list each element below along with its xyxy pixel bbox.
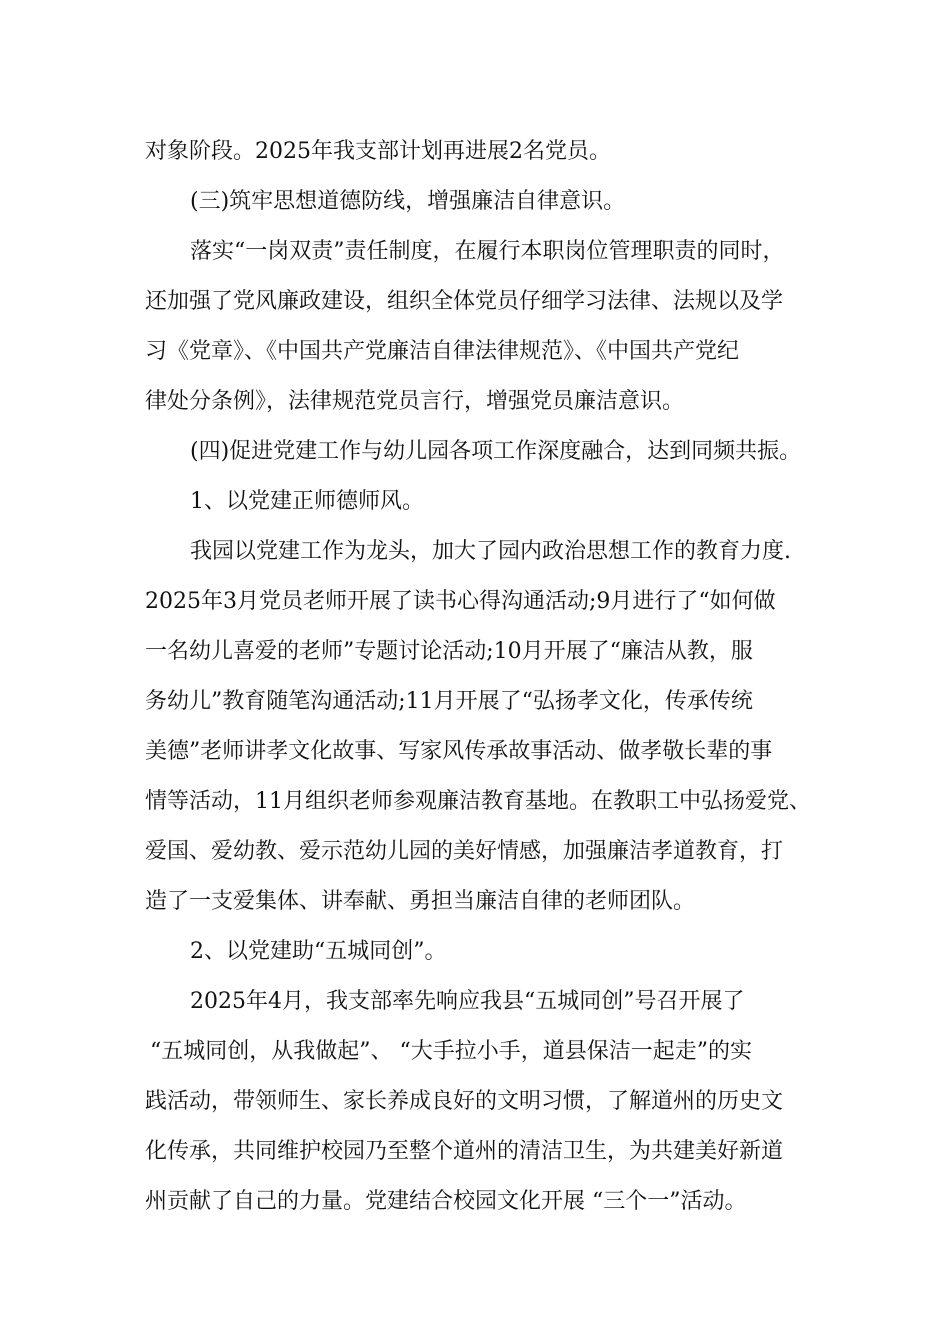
text-line: 律处分条例》，法律规范党员言行，增强党员廉洁意识。	[145, 389, 685, 414]
text-line: 务幼儿”教育随笔沟通活动;11月开展了“弘扬孝文化，传承传统	[145, 689, 753, 714]
section-heading: (四)促进党建工作与幼儿园各项工作深度融合，达到同频共振。	[190, 439, 802, 464]
text-line: 美德”老师讲孝文化故事、写家风传承故事活动、做孝敬长辈的事	[145, 739, 773, 764]
section-heading: (三)筑牢思想道德防线，增强廉洁自律意识。	[190, 189, 626, 214]
text-line: 化传承，共同维护校园乃至整个道州的清洁卫生，为共建美好新道	[145, 1139, 784, 1164]
subsection-heading: 2、以党建助“五城同创”。	[190, 939, 447, 964]
text-line: 2025年4月，我支部率先响应我县“五城同创”号召开展了	[190, 989, 745, 1014]
subsection-heading: 1、以党建正师德师风。	[190, 489, 424, 514]
text-line: 落实“一岗双责”责任制度，在履行本职岗位管理职责的同时，	[190, 239, 785, 264]
text-line: 2025年3月党员老师开展了读书心得沟通活动;9月进行了“如何做	[145, 589, 776, 614]
text-line: 习《党章》、《中国共产党廉洁自律法律规范》、《中国共产党纪	[145, 339, 740, 364]
text-line: 一名幼儿喜爱的老师”专题讨论活动;10月开展了“廉洁从教，服	[145, 639, 753, 664]
text-line: 践活动，带领师生、家长养成良好的文明习惯，了解道州的历史文	[145, 1089, 784, 1114]
text-line: 造了一支爱集体、讲奉献、勇担当廉洁自律的老师团队。	[145, 889, 696, 914]
text-line: 对象阶段。2025年我支部计划再进展2名党员。	[145, 139, 611, 164]
text-line: 还加强了党风廉政建设，组织全体党员仔细学习法律、法规以及学	[145, 289, 784, 314]
text-line: 我园以党建工作为龙头，加大了园内政治思想工作的教育力度.	[190, 539, 791, 564]
text-line: 爱国、爱幼教、爱示范幼儿园的美好情感，加强廉洁孝道教育，打	[145, 839, 784, 864]
text-line: “五城同创，从我做起”、 “大手拉小手，道县保洁一起走”的实	[150, 1039, 752, 1064]
text-line: 州贡献了自己的力量。党建结合校园文化开展 “三个一”活动。	[145, 1189, 747, 1214]
text-line: 情等活动，11月组织老师参观廉洁教育基地。在教职工中弘扬爱党、	[145, 789, 811, 814]
